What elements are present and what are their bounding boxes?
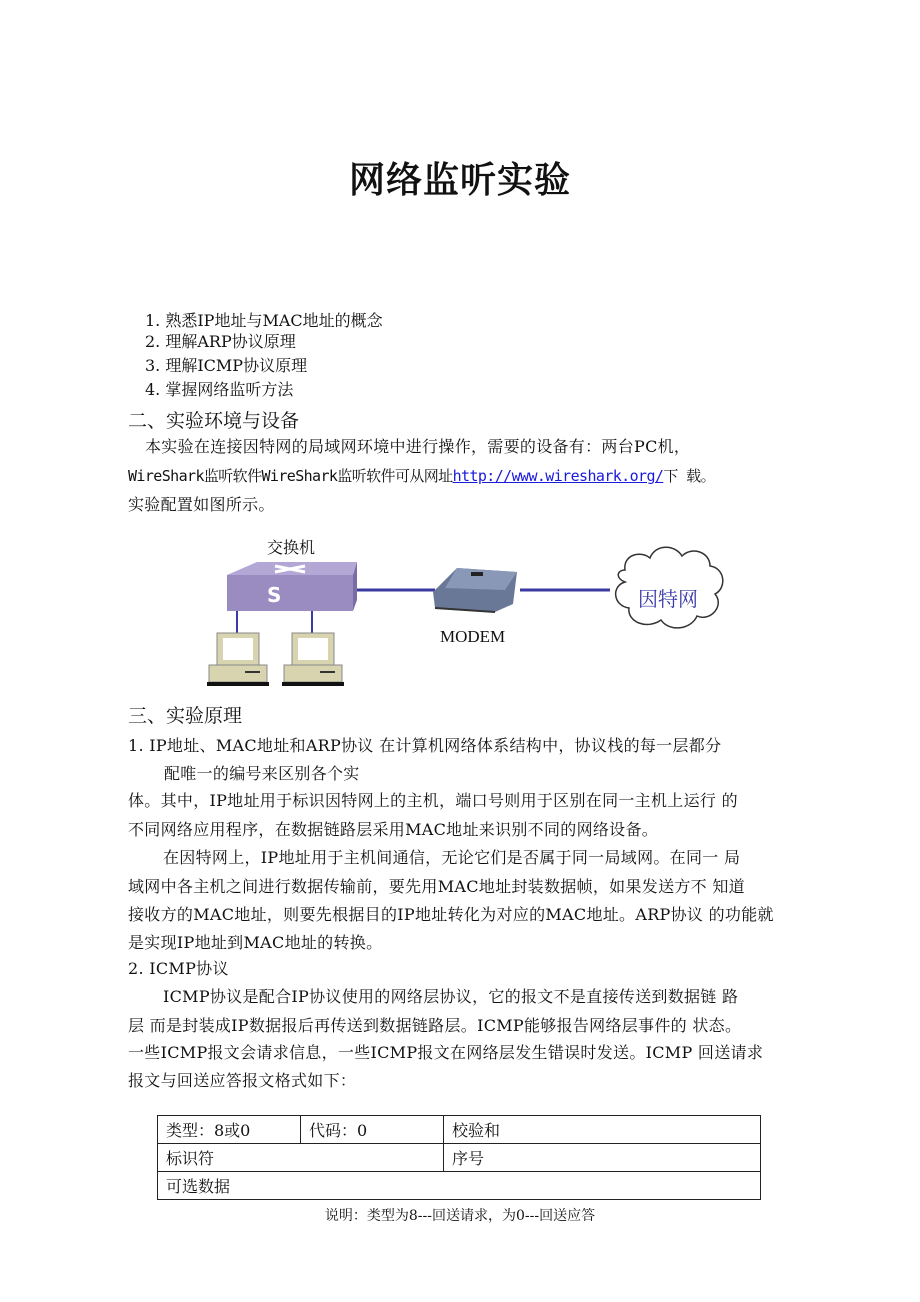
switch-label: 交换机 bbox=[267, 538, 316, 557]
table-cell: 校验和 bbox=[444, 1116, 761, 1144]
paragraph-line: 本实验在连接因特网的局域网环境中进行操作，需要的设备有：两台PC机， bbox=[145, 437, 691, 456]
paragraph-line: ICMP协议是配合IP协议使用的网络层协议，它的报文不是直接传送到数据链 路 bbox=[163, 987, 739, 1006]
objective-item: 3. 理解ICMP协议原理 bbox=[145, 356, 308, 375]
paragraph-line: 配唯一的编号来区别各个实 bbox=[164, 764, 360, 783]
paragraph-line: 域网中各主机之间进行数据传输前，要先用MAC地址封装数据帧，如果发送方不 知道 bbox=[128, 877, 745, 896]
objective-item: 2. 理解ARP协议原理 bbox=[145, 332, 296, 351]
paragraph-line: 接收方的MAC地址，则要先根据目的IP地址转化为对应的MAC地址。ARP协议 的功能就 bbox=[128, 905, 774, 924]
icmp-format-table bbox=[157, 1115, 761, 1200]
table-row bbox=[158, 1144, 761, 1172]
pc-icon bbox=[207, 633, 269, 686]
cloud-label: 因特网 bbox=[638, 587, 698, 611]
modem-label: MODEM bbox=[440, 627, 506, 646]
table-row bbox=[158, 1116, 761, 1144]
objective-item: 4. 掌握网络监听方法 bbox=[145, 380, 294, 399]
text: WireShark监听软件WireShark监听软件可从网址 bbox=[128, 467, 453, 485]
section-heading: 二、实验环境与设备 bbox=[128, 410, 300, 432]
paragraph-line: 一些ICMP报文会请求信息，一些ICMP报文在网络层发生错误时发送。ICMP 回送请求 bbox=[128, 1043, 764, 1062]
modem-icon bbox=[433, 568, 517, 612]
paragraph-line bbox=[128, 461, 808, 491]
table-cell: 序号 bbox=[444, 1144, 761, 1172]
wireshark-link[interactable]: http://www.wireshark.org/ bbox=[452, 467, 664, 485]
pc-icon bbox=[282, 633, 344, 686]
text: 下 载。 bbox=[663, 467, 715, 485]
paragraph-line: 1. IP地址、MAC地址和ARP协议 在计算机网络体系结构中，协议栈的每一层都分 bbox=[128, 736, 722, 755]
paragraph-line: 体。其中，IP地址用于标识因特网上的主机，端口号则用于区别在同一主机上运行 的 bbox=[128, 791, 738, 810]
paragraph-line: 层 而是封装成IP数据报后再传送到数据链路层。ICMP能够报告网络层事件的 状态。 bbox=[128, 1016, 742, 1035]
table-cell: 类型：8或0 bbox=[158, 1116, 301, 1144]
page-title: 网络监听实验 bbox=[348, 160, 571, 201]
topology-svg bbox=[195, 530, 755, 700]
paragraph-line: 不同网络应用程序，在数据链路层采用MAC地址来识别不同的网络设备。 bbox=[128, 820, 659, 839]
paragraph-line: 是实现IP地址到MAC地址的转换。 bbox=[128, 933, 383, 952]
switch-icon bbox=[227, 562, 357, 611]
paragraph-line: 报文与回送应答报文格式如下： bbox=[128, 1071, 357, 1090]
table-cell: 可选数据 bbox=[158, 1172, 761, 1200]
svg-text:S: S bbox=[267, 583, 282, 607]
table-caption: 说明：类型为8---回送请求，为0---回送应答 bbox=[324, 1208, 596, 1224]
paragraph-line: 在因特网上，IP地址用于主机间通信，无论它们是否属于同一局域网。在同一 局 bbox=[163, 848, 741, 867]
table-cell: 代码：0 bbox=[301, 1116, 444, 1144]
subsection-heading: 2. ICMP协议 bbox=[128, 959, 229, 978]
table-row bbox=[158, 1172, 761, 1200]
network-diagram bbox=[195, 530, 755, 700]
paragraph-line: 实验配置如图所示。 bbox=[128, 495, 275, 514]
section-heading: 三、实验原理 bbox=[128, 705, 243, 727]
table-cell: 标识符 bbox=[158, 1144, 444, 1172]
objective-item: 1. 熟悉IP地址与MAC地址的概念 bbox=[145, 311, 383, 330]
